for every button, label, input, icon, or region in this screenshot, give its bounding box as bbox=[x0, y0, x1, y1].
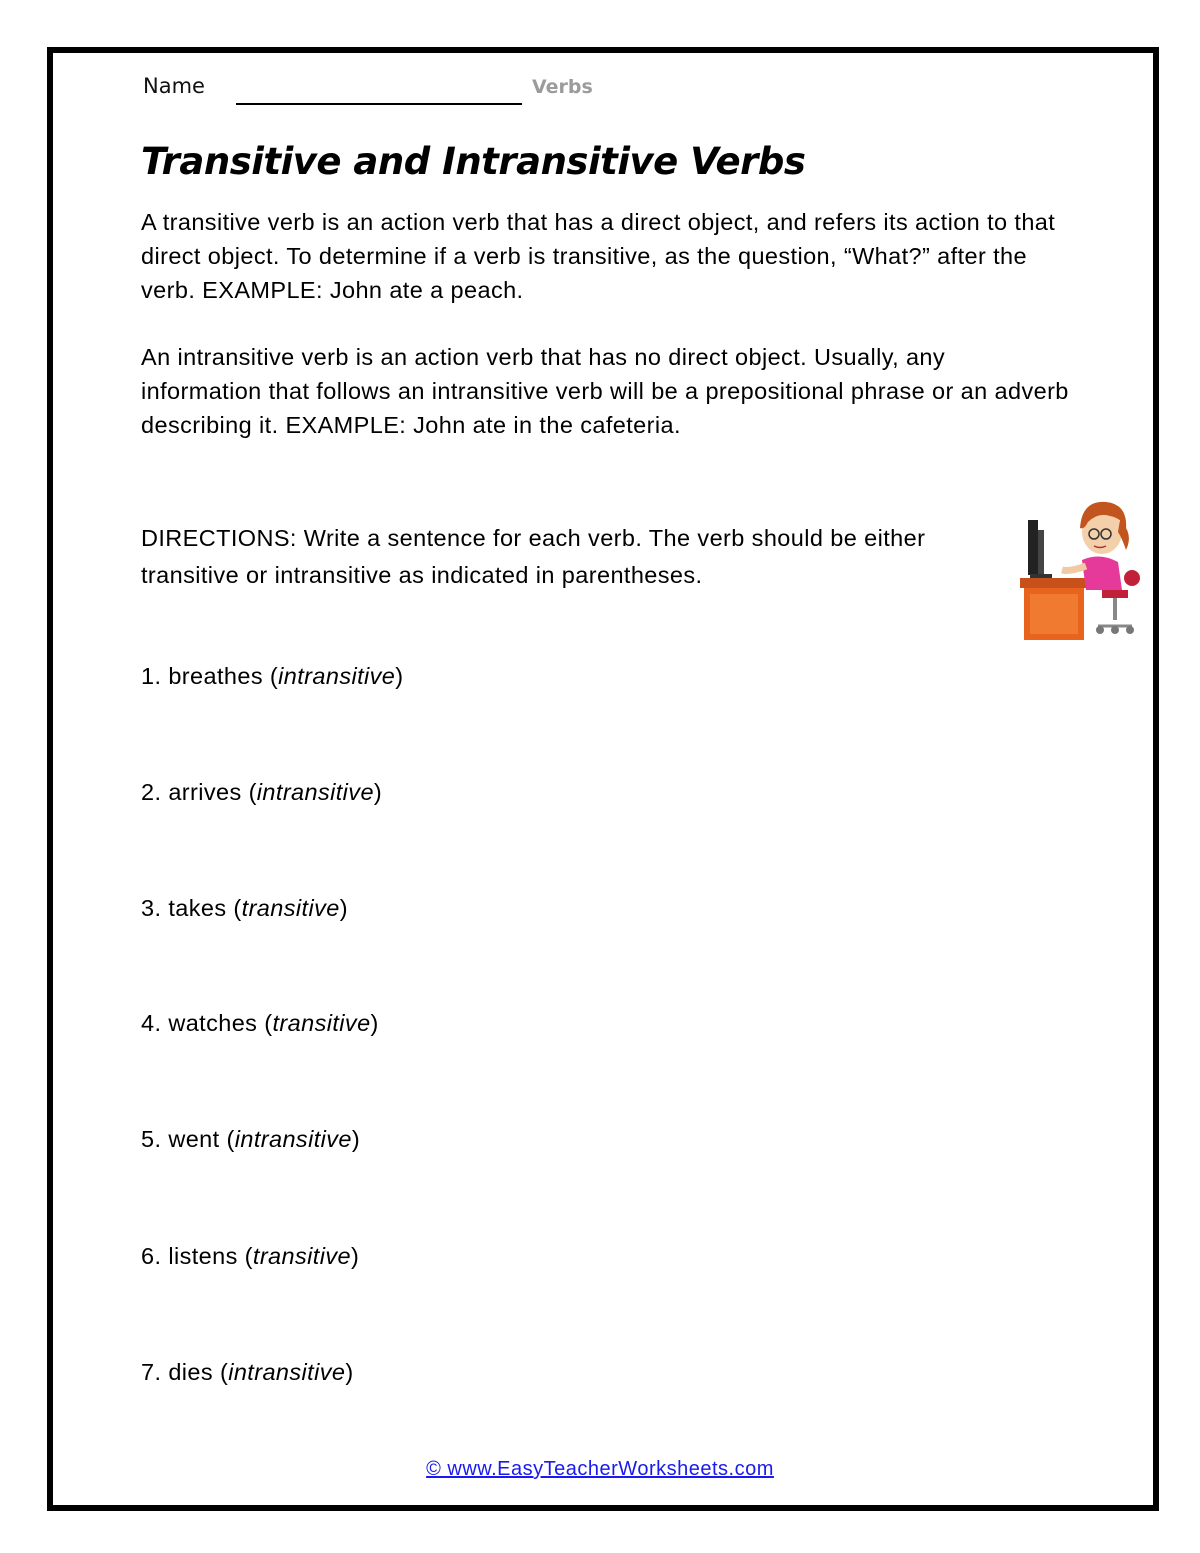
list-item bbox=[141, 1359, 354, 1386]
item-verb-type: intransitive bbox=[234, 1126, 352, 1152]
name-input-line bbox=[236, 103, 522, 105]
item-close-paren: ) bbox=[350, 1243, 360, 1269]
list-item bbox=[141, 779, 382, 806]
list-item bbox=[141, 1243, 359, 1270]
item-verb: 3. takes ( bbox=[141, 895, 242, 921]
item-verb-type: intransitive bbox=[228, 1359, 346, 1385]
item-verb-type: transitive bbox=[241, 895, 340, 921]
list-item bbox=[141, 895, 348, 922]
item-verb-type: intransitive bbox=[256, 779, 374, 805]
item-close-paren: ) bbox=[373, 779, 383, 805]
item-close-paren: ) bbox=[351, 1126, 361, 1152]
item-verb-type: transitive bbox=[272, 1010, 371, 1036]
item-verb: 5. went ( bbox=[141, 1126, 235, 1152]
item-close-paren: ) bbox=[370, 1010, 379, 1036]
girl-at-computer-clipart bbox=[1010, 490, 1145, 650]
intransitive-definition: An intransitive verb is an action verb that has no direct object. Usually, any information that follows an intransitive verb will be a prepositional phrase or an adverb describing it. EXAMPLE: John ate in the cafeteria. bbox=[141, 344, 1069, 438]
item-close-paren: ) bbox=[345, 1359, 354, 1385]
name-label: Name bbox=[143, 74, 205, 98]
item-verb: 6. listens ( bbox=[141, 1243, 253, 1269]
item-verb: 4. watches ( bbox=[141, 1010, 273, 1036]
transitive-definition: A transitive verb is an action verb that has a direct object, and refers its action to that direct object. To determine if a verb is transitive, as the question, “What?” after the verb. EXAMPLE: John ate a peach. bbox=[141, 209, 1056, 303]
item-close-paren: ) bbox=[395, 663, 404, 689]
item-verb: 1. breathes ( bbox=[141, 663, 279, 689]
list-item bbox=[141, 1126, 360, 1153]
list-item bbox=[141, 1010, 379, 1037]
item-verb: 2. arrives ( bbox=[141, 779, 257, 805]
directions-text: DIRECTIONS: Write a sentence for each verb. The verb should be either transitive or intransitive as indicated in parentheses. bbox=[141, 525, 926, 588]
item-verb-type: transitive bbox=[252, 1243, 351, 1269]
footer bbox=[0, 1458, 1200, 1481]
site-link[interactable]: © www.EasyTeacherWorksheets.com bbox=[426, 1458, 774, 1480]
list-item bbox=[141, 663, 404, 690]
subject-tag: Verbs bbox=[532, 76, 593, 98]
page-title: Transitive and Intransitive Verbs bbox=[141, 140, 806, 183]
item-close-paren: ) bbox=[339, 895, 348, 921]
item-verb-type: intransitive bbox=[278, 663, 396, 689]
item-verb: 7. dies ( bbox=[141, 1359, 229, 1385]
